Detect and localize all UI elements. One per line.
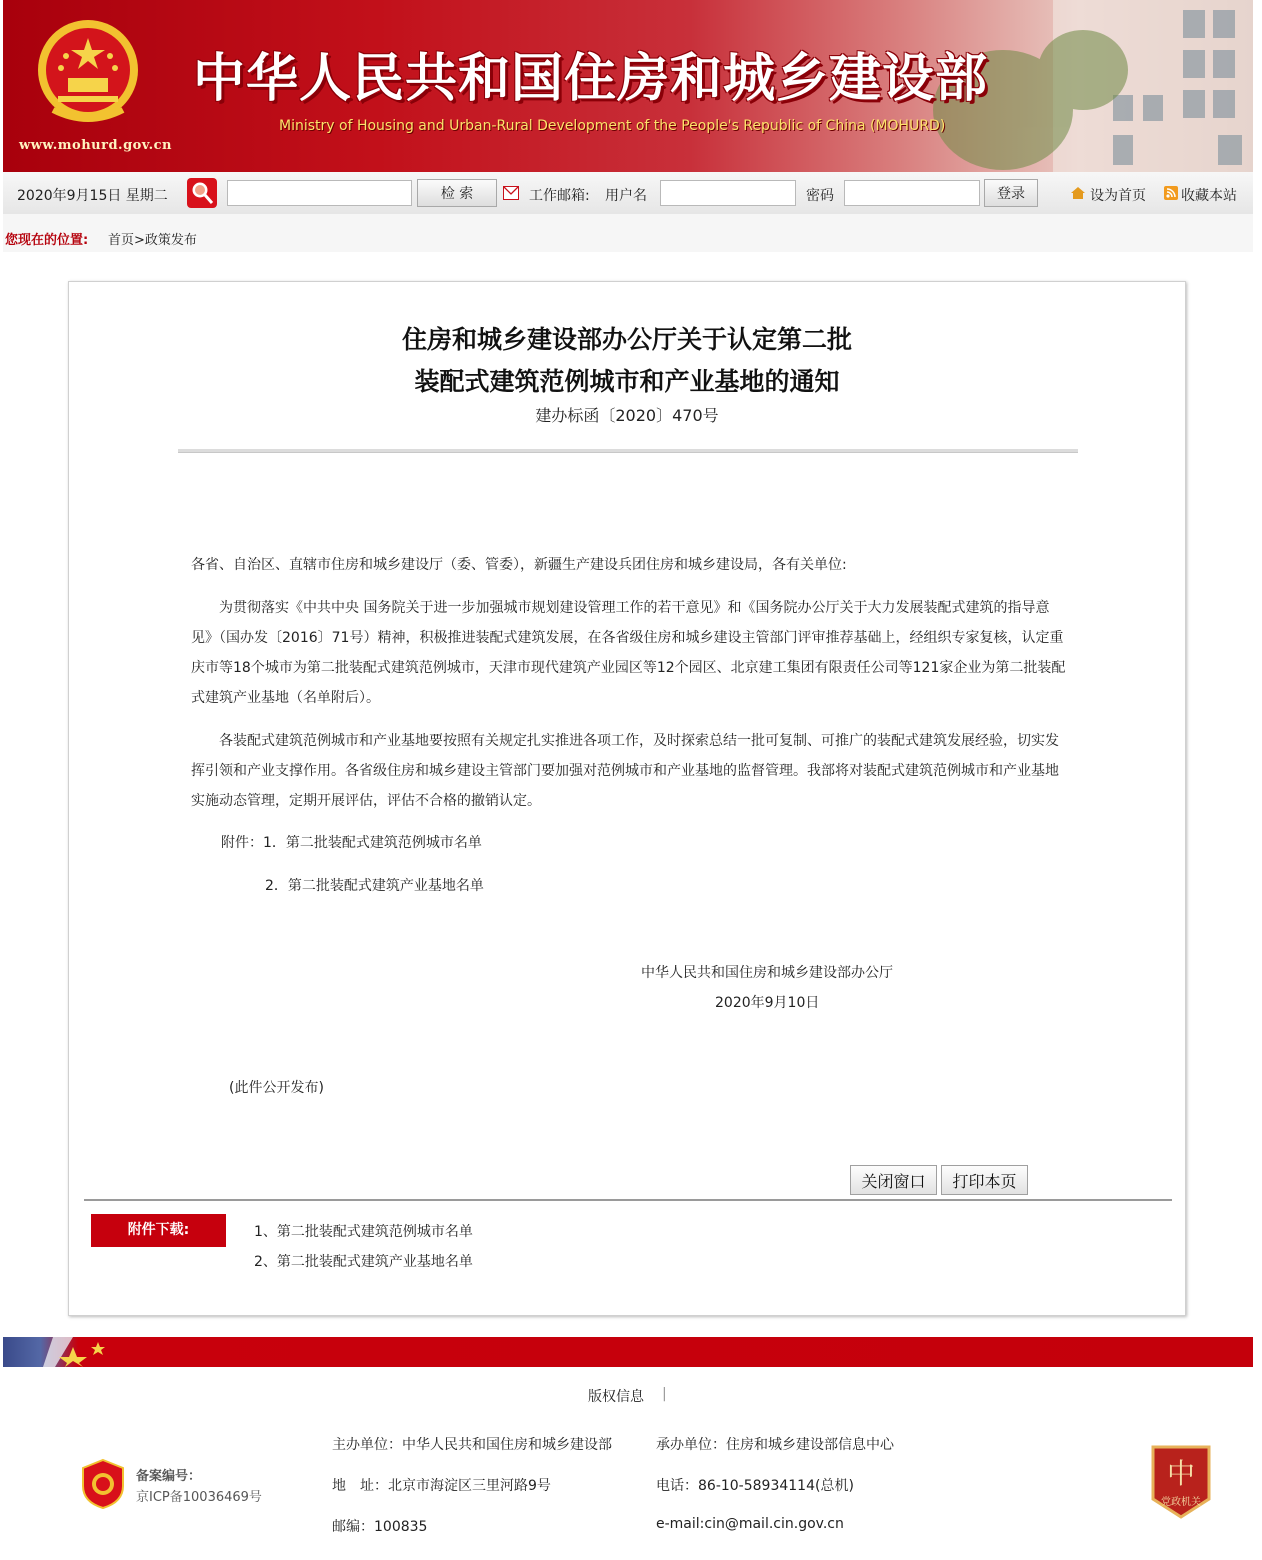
search-input[interactable] bbox=[227, 180, 412, 206]
sponsor-info: 主办单位：中华人民共和国住房和城乡建设部 bbox=[332, 1437, 612, 1453]
set-homepage-link[interactable]: 设为首页 bbox=[1090, 188, 1146, 204]
public-release-note: (此件公开发布) bbox=[229, 1080, 324, 1096]
site-title-english: Ministry of Housing and Urban-Rural Development of the People's Republic of China (MOHURD) bbox=[279, 118, 946, 134]
copyright-link[interactable]: 版权信息 bbox=[588, 1389, 644, 1405]
police-badge-icon[interactable] bbox=[80, 1458, 126, 1510]
svg-text:中: 中 bbox=[1166, 1457, 1196, 1490]
address-info: 地 址：北京市海淀区三里河路9号 bbox=[332, 1478, 551, 1494]
organizer-info: 承办单位：住房和城乡建设部信息中心 bbox=[656, 1437, 894, 1453]
work-mail-label: 工作邮箱: bbox=[529, 188, 590, 204]
article-panel bbox=[68, 281, 1186, 1316]
title-divider bbox=[178, 449, 1078, 453]
site-url: www.mohurd.gov.cn bbox=[19, 138, 172, 153]
attachment-list-item-1: 附件：1．第二批装配式建筑范例城市名单 bbox=[221, 835, 482, 851]
top-toolbar bbox=[3, 172, 1253, 215]
party-badge-text: 党政机关 bbox=[1161, 1497, 1201, 1508]
breadcrumb-path[interactable]: 首页>政策发布 bbox=[108, 233, 197, 248]
login-button[interactable]: 登录 bbox=[984, 179, 1038, 207]
email-info: e-mail:cin@mail.cin.gov.cn bbox=[656, 1516, 844, 1532]
issue-date: 2020年9月10日 bbox=[715, 995, 820, 1011]
breadcrumb-label: 您现在的位置: bbox=[5, 233, 89, 248]
close-window-button[interactable]: 关闭窗口 bbox=[850, 1165, 937, 1195]
national-emblem-icon bbox=[33, 16, 143, 128]
copyright-separator: | bbox=[662, 1386, 667, 1402]
article-title-line1: 住房和城乡建设部办公厅关于认定第二批 bbox=[401, 325, 852, 354]
home-icon bbox=[1070, 186, 1086, 200]
site-banner bbox=[3, 0, 1253, 172]
footer-banner bbox=[3, 1337, 1253, 1367]
search-icon[interactable] bbox=[187, 178, 217, 208]
article-title-line2: 装配式建筑范例城市和产业基地的通知 bbox=[414, 367, 840, 396]
paragraph-1: 为贯彻落实《中共中央 国务院关于进一步加强城市规划建设管理工作的若干意见》和《国务院办公厅关于大力发展装配式建筑的指导意见》（国办发〔2016〕71号）精神，积极推进装配式建筑发展，在各省级住房和城乡建设主管部门评审推荐基础上，经组织专家复核，认定重庆市等18个城市为第二批装配式建筑范例城市，天津市现代建筑产业园区等12个园区、北京建工集团有限责任公司等121家企业为第二批装配式建筑产业基地（名单附后）。 bbox=[191, 600, 1066, 706]
breadcrumb bbox=[3, 214, 1253, 252]
print-page-button[interactable]: 打印本页 bbox=[941, 1165, 1028, 1195]
postcode-info: 邮编：100835 bbox=[332, 1519, 428, 1535]
icp-number[interactable]: 京ICP备10036469号 bbox=[136, 1490, 262, 1505]
issuer: 中华人民共和国住房和城乡建设部办公厅 bbox=[641, 965, 893, 981]
password-label: 密码 bbox=[806, 188, 834, 204]
bookmark-site-link[interactable]: 收藏本站 bbox=[1181, 188, 1237, 204]
download-link-cities[interactable]: 1、第二批装配式建筑范例城市名单 bbox=[254, 1224, 473, 1240]
download-link-bases[interactable]: 2、第二批装配式建筑产业基地名单 bbox=[254, 1254, 473, 1270]
search-button[interactable]: 检 索 bbox=[417, 179, 497, 207]
mail-icon bbox=[503, 186, 519, 200]
password-input[interactable] bbox=[844, 180, 980, 206]
document-number: 建办标函〔2020〕470号 bbox=[535, 406, 719, 425]
attachment-list-item-2: 2．第二批装配式建筑产业基地名单 bbox=[265, 878, 484, 894]
username-input[interactable] bbox=[660, 180, 796, 206]
username-label: 用户名 bbox=[605, 188, 647, 204]
bookmark-icon bbox=[1164, 186, 1178, 200]
footer-divider bbox=[84, 1199, 1172, 1201]
flag-decoration-icon bbox=[43, 1337, 163, 1367]
attachment-download-label: 附件下载: bbox=[91, 1214, 226, 1247]
salutation: 各省、自治区、直辖市住房和城乡建设厅（委、管委），新疆生产建设兵团住房和城乡建设局，各有关单位: bbox=[191, 557, 847, 573]
site-title: 中华人民共和国住房和城乡建设部 bbox=[193, 48, 989, 109]
phone-info: 电话：86-10-58934114(总机) bbox=[656, 1478, 854, 1494]
icp-label: 备案编号： bbox=[136, 1469, 202, 1484]
party-government-badge-icon[interactable] bbox=[1147, 1443, 1215, 1521]
paragraph-2: 各装配式建筑范例城市和产业基地要按照有关规定扎实推进各项工作，及时探索总结一批可复制、可推广的装配式建筑发展经验，切实发挥引领和产业支撑作用。各省级住房和城乡建设主管部门要加强对范例城市和产业基地的监督管理。我部将对装配式建筑范例城市和产业基地实施动态管理，定期开展评估，评估不合格的撤销认定。 bbox=[191, 733, 1059, 809]
current-date: 2020年9月15日 星期二 bbox=[17, 188, 168, 204]
